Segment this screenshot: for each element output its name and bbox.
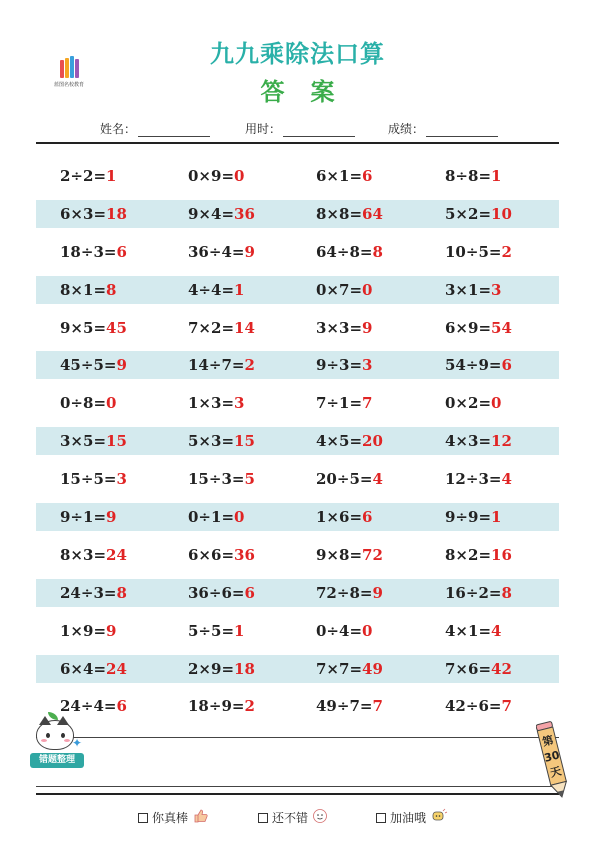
problem-item	[445, 314, 512, 342]
question: 12÷3=	[445, 470, 502, 489]
answer: 8	[116, 583, 127, 602]
evaluation-footer	[0, 808, 595, 828]
problem-item	[188, 465, 255, 493]
name-field[interactable]	[100, 120, 210, 137]
good-checkbox[interactable]	[258, 813, 268, 823]
answer: 6	[501, 356, 512, 375]
answer: 45	[106, 318, 127, 337]
question: 5×3=	[188, 432, 235, 451]
problem-row	[36, 427, 559, 455]
answer: 2	[244, 356, 255, 375]
question: 49÷7=	[316, 697, 373, 716]
question: 3×1=	[445, 280, 492, 299]
problem-item	[60, 200, 127, 228]
pencil-day-badge-icon	[536, 718, 570, 804]
score-field[interactable]	[388, 120, 498, 137]
great-checkbox[interactable]	[138, 813, 148, 823]
info-row	[0, 120, 595, 138]
answer: 36	[234, 545, 255, 564]
answer: 6	[244, 583, 255, 602]
question: 9÷3=	[316, 356, 363, 375]
answer: 12	[491, 432, 512, 451]
answer: 49	[362, 659, 383, 678]
thumbs-up-icon	[192, 808, 208, 827]
problem-item	[316, 692, 383, 720]
question: 9×8=	[316, 545, 363, 564]
question: 7×6=	[445, 659, 492, 678]
problem-item	[188, 351, 255, 379]
answer: 36	[234, 204, 255, 223]
question: 64÷8=	[316, 242, 373, 261]
problem-item	[60, 617, 116, 645]
question: 15÷3=	[188, 470, 245, 489]
problem-row	[36, 314, 559, 342]
question: 72÷8=	[316, 583, 373, 602]
rating-great[interactable]	[138, 808, 208, 827]
footer-divider	[36, 793, 559, 795]
answer: 3	[116, 470, 127, 489]
question: 24÷3=	[60, 583, 117, 602]
problem-item	[316, 238, 383, 266]
problem-item	[60, 162, 116, 190]
problem-item	[445, 692, 512, 720]
answer: 9	[106, 508, 117, 527]
problem-item	[188, 389, 244, 417]
problem-grid	[36, 162, 559, 730]
question: 54÷9=	[445, 356, 502, 375]
name-blank[interactable]	[138, 125, 210, 137]
answer: 5	[244, 470, 255, 489]
question: 3×3=	[316, 318, 363, 337]
answer: 24	[106, 545, 127, 564]
question: 7×7=	[316, 659, 363, 678]
problem-item	[188, 200, 255, 228]
problem-item	[60, 276, 116, 304]
answer: 64	[362, 204, 383, 223]
answer: 2	[501, 242, 512, 261]
question: 9÷1=	[60, 508, 107, 527]
problem-item	[316, 389, 372, 417]
question: 9×4=	[188, 204, 235, 223]
answer: 9	[106, 621, 117, 640]
problem-item	[188, 579, 255, 607]
problem-item	[316, 427, 383, 455]
problem-item	[316, 162, 372, 190]
problem-item	[60, 314, 127, 342]
problem-item	[188, 427, 255, 455]
page-title: 九九乘除法口算	[210, 40, 385, 68]
answer: 7	[501, 697, 512, 716]
problem-row	[36, 465, 559, 493]
problem-item	[445, 238, 512, 266]
problem-row	[36, 579, 559, 607]
answer: 9	[362, 318, 373, 337]
answer: 18	[106, 204, 127, 223]
question: 7×2=	[188, 318, 235, 337]
problem-item	[60, 465, 127, 493]
answer: 3	[234, 394, 245, 413]
answer: 0	[106, 394, 117, 413]
problem-item	[188, 617, 244, 645]
question: 0×7=	[316, 280, 363, 299]
question: 9÷9=	[445, 508, 492, 527]
answer: 1	[106, 167, 117, 185]
answer: 0	[234, 167, 245, 185]
problem-item	[316, 655, 383, 683]
problem-item	[316, 503, 372, 531]
problem-item	[445, 162, 501, 190]
logo-text: 蓝图名校教育	[53, 82, 84, 88]
svg-text:第: 第	[541, 733, 555, 749]
problem-item	[316, 579, 383, 607]
problem-row	[36, 655, 559, 683]
question: 18÷3=	[60, 242, 117, 261]
problem-item	[60, 389, 116, 417]
answer: 1	[234, 621, 245, 640]
problem-item	[60, 427, 127, 455]
question: 5÷5=	[188, 621, 235, 640]
problem-item	[316, 314, 372, 342]
answer: 9	[372, 583, 383, 602]
problem-item	[316, 276, 372, 304]
answer: 6	[116, 242, 127, 261]
question: 6×4=	[60, 659, 107, 678]
question: 4×3=	[445, 432, 492, 451]
problem-item	[445, 541, 512, 569]
good-label: 还不错	[272, 811, 309, 825]
question: 7÷1=	[316, 394, 363, 413]
problem-row	[36, 617, 559, 645]
problem-row	[36, 276, 559, 304]
problem-item	[316, 541, 383, 569]
problem-item	[60, 351, 127, 379]
answer: 42	[491, 659, 512, 678]
question: 0÷8=	[60, 394, 107, 413]
question: 1×6=	[316, 508, 363, 527]
question: 6×6=	[188, 545, 235, 564]
question: 14÷7=	[188, 356, 245, 375]
problem-row	[36, 238, 559, 266]
question: 6×9=	[445, 318, 492, 337]
answer: 9	[116, 356, 127, 375]
mistakes-area[interactable]	[36, 737, 559, 787]
answer: 4	[491, 621, 502, 640]
answer: 0	[234, 508, 245, 527]
problem-item	[60, 655, 127, 683]
problem-item	[316, 617, 372, 645]
answer: 8	[106, 280, 117, 299]
question: 8÷8=	[445, 167, 492, 185]
answer: 6	[116, 697, 127, 716]
question: 0×2=	[445, 394, 492, 413]
smile-face-icon	[312, 808, 328, 827]
question: 3×5=	[60, 432, 107, 451]
time-blank[interactable]	[283, 125, 355, 137]
answer: 3	[491, 280, 502, 299]
problem-item	[60, 692, 127, 720]
answer: 7	[372, 697, 383, 716]
problem-item	[188, 238, 255, 266]
problem-item	[188, 541, 255, 569]
question: 8×3=	[60, 545, 107, 564]
fist-icon	[430, 808, 448, 827]
mistakes-label: 错题整理	[30, 753, 84, 768]
page-subtitle: 答案	[260, 78, 361, 106]
problem-row	[36, 351, 559, 379]
problem-item	[445, 200, 512, 228]
problem-row	[36, 541, 559, 569]
problem-item	[188, 276, 244, 304]
question: 2÷2=	[60, 167, 107, 185]
great-label: 你真棒	[152, 811, 189, 825]
answer: 0	[362, 280, 373, 299]
answer: 54	[491, 318, 512, 337]
score-label: 成绩：	[388, 122, 425, 136]
problem-item	[445, 276, 501, 304]
question: 45÷5=	[60, 356, 117, 375]
answer: 4	[501, 470, 512, 489]
answer: 6	[362, 508, 373, 527]
problem-item	[316, 200, 383, 228]
keep-going-checkbox[interactable]	[376, 813, 386, 823]
question: 8×2=	[445, 545, 492, 564]
answer: 9	[244, 242, 255, 261]
svg-text:天: 天	[548, 764, 563, 780]
answer: 2	[244, 697, 255, 716]
problem-item	[445, 503, 501, 531]
problem-row	[36, 692, 559, 720]
answer: 3	[362, 356, 373, 375]
question: 36÷4=	[188, 242, 245, 261]
answer: 7	[362, 394, 373, 413]
answer: 72	[362, 545, 383, 564]
answer: 0	[362, 621, 373, 640]
problem-item	[188, 162, 244, 190]
answer: 16	[491, 545, 512, 564]
problem-row	[36, 389, 559, 417]
name-label: 姓名：	[100, 122, 137, 136]
time-label: 用时：	[245, 122, 282, 136]
rating-keep-going[interactable]	[376, 808, 448, 827]
cat-mascot-icon	[30, 718, 84, 768]
problem-row	[36, 503, 559, 531]
problem-item	[445, 579, 512, 607]
answer: 4	[372, 470, 383, 489]
question: 36÷6=	[188, 583, 245, 602]
problem-item	[188, 503, 244, 531]
problem-item	[445, 465, 512, 493]
problem-item	[445, 427, 512, 455]
svg-text:30: 30	[542, 748, 561, 765]
keep-going-label: 加油哦	[390, 811, 427, 825]
question: 5×2=	[445, 204, 492, 223]
answer: 8	[501, 583, 512, 602]
problem-item	[316, 465, 383, 493]
question: 4÷4=	[188, 280, 235, 299]
question: 6×1=	[316, 167, 363, 185]
star-icon: ✦	[72, 736, 83, 750]
answer: 1	[234, 280, 245, 299]
problem-row	[36, 162, 559, 190]
problem-item	[445, 351, 512, 379]
answer: 1	[491, 167, 502, 185]
question: 2×9=	[188, 659, 235, 678]
question: 8×8=	[316, 204, 363, 223]
question: 20÷5=	[316, 470, 373, 489]
rating-good[interactable]	[258, 808, 328, 827]
problem-item	[445, 617, 501, 645]
question: 1×3=	[188, 394, 235, 413]
question: 18÷9=	[188, 697, 245, 716]
answer: 18	[234, 659, 255, 678]
problem-item	[445, 389, 501, 417]
problem-item	[60, 579, 127, 607]
problem-item	[445, 655, 512, 683]
problem-item	[60, 503, 116, 531]
question: 6×3=	[60, 204, 107, 223]
problem-item	[60, 238, 127, 266]
question: 24÷4=	[60, 697, 117, 716]
answer: 1	[491, 508, 502, 527]
header-divider	[36, 142, 559, 144]
question: 9×5=	[60, 318, 107, 337]
question: 0÷1=	[188, 508, 235, 527]
answer: 15	[106, 432, 127, 451]
answer: 15	[234, 432, 255, 451]
answer: 0	[491, 394, 502, 413]
question: 4×1=	[445, 621, 492, 640]
problem-item	[188, 692, 255, 720]
question: 0×9=	[188, 167, 235, 185]
answer: 10	[491, 204, 512, 223]
answer: 8	[372, 242, 383, 261]
problem-item	[316, 351, 372, 379]
question: 1×9=	[60, 621, 107, 640]
answer: 24	[106, 659, 127, 678]
question: 15÷5=	[60, 470, 117, 489]
problem-item	[188, 314, 255, 342]
question: 0÷4=	[316, 621, 363, 640]
answer: 6	[362, 167, 373, 185]
answer: 20	[362, 432, 383, 451]
question: 10÷5=	[445, 242, 502, 261]
question: 8×1=	[60, 280, 107, 299]
score-blank[interactable]	[426, 125, 498, 137]
question: 42÷6=	[445, 697, 502, 716]
question: 4×5=	[316, 432, 363, 451]
problem-item	[60, 541, 127, 569]
question: 16÷2=	[445, 583, 502, 602]
problem-item	[188, 655, 255, 683]
time-field[interactable]	[245, 120, 355, 137]
problem-row	[36, 200, 559, 228]
answer: 14	[234, 318, 255, 337]
